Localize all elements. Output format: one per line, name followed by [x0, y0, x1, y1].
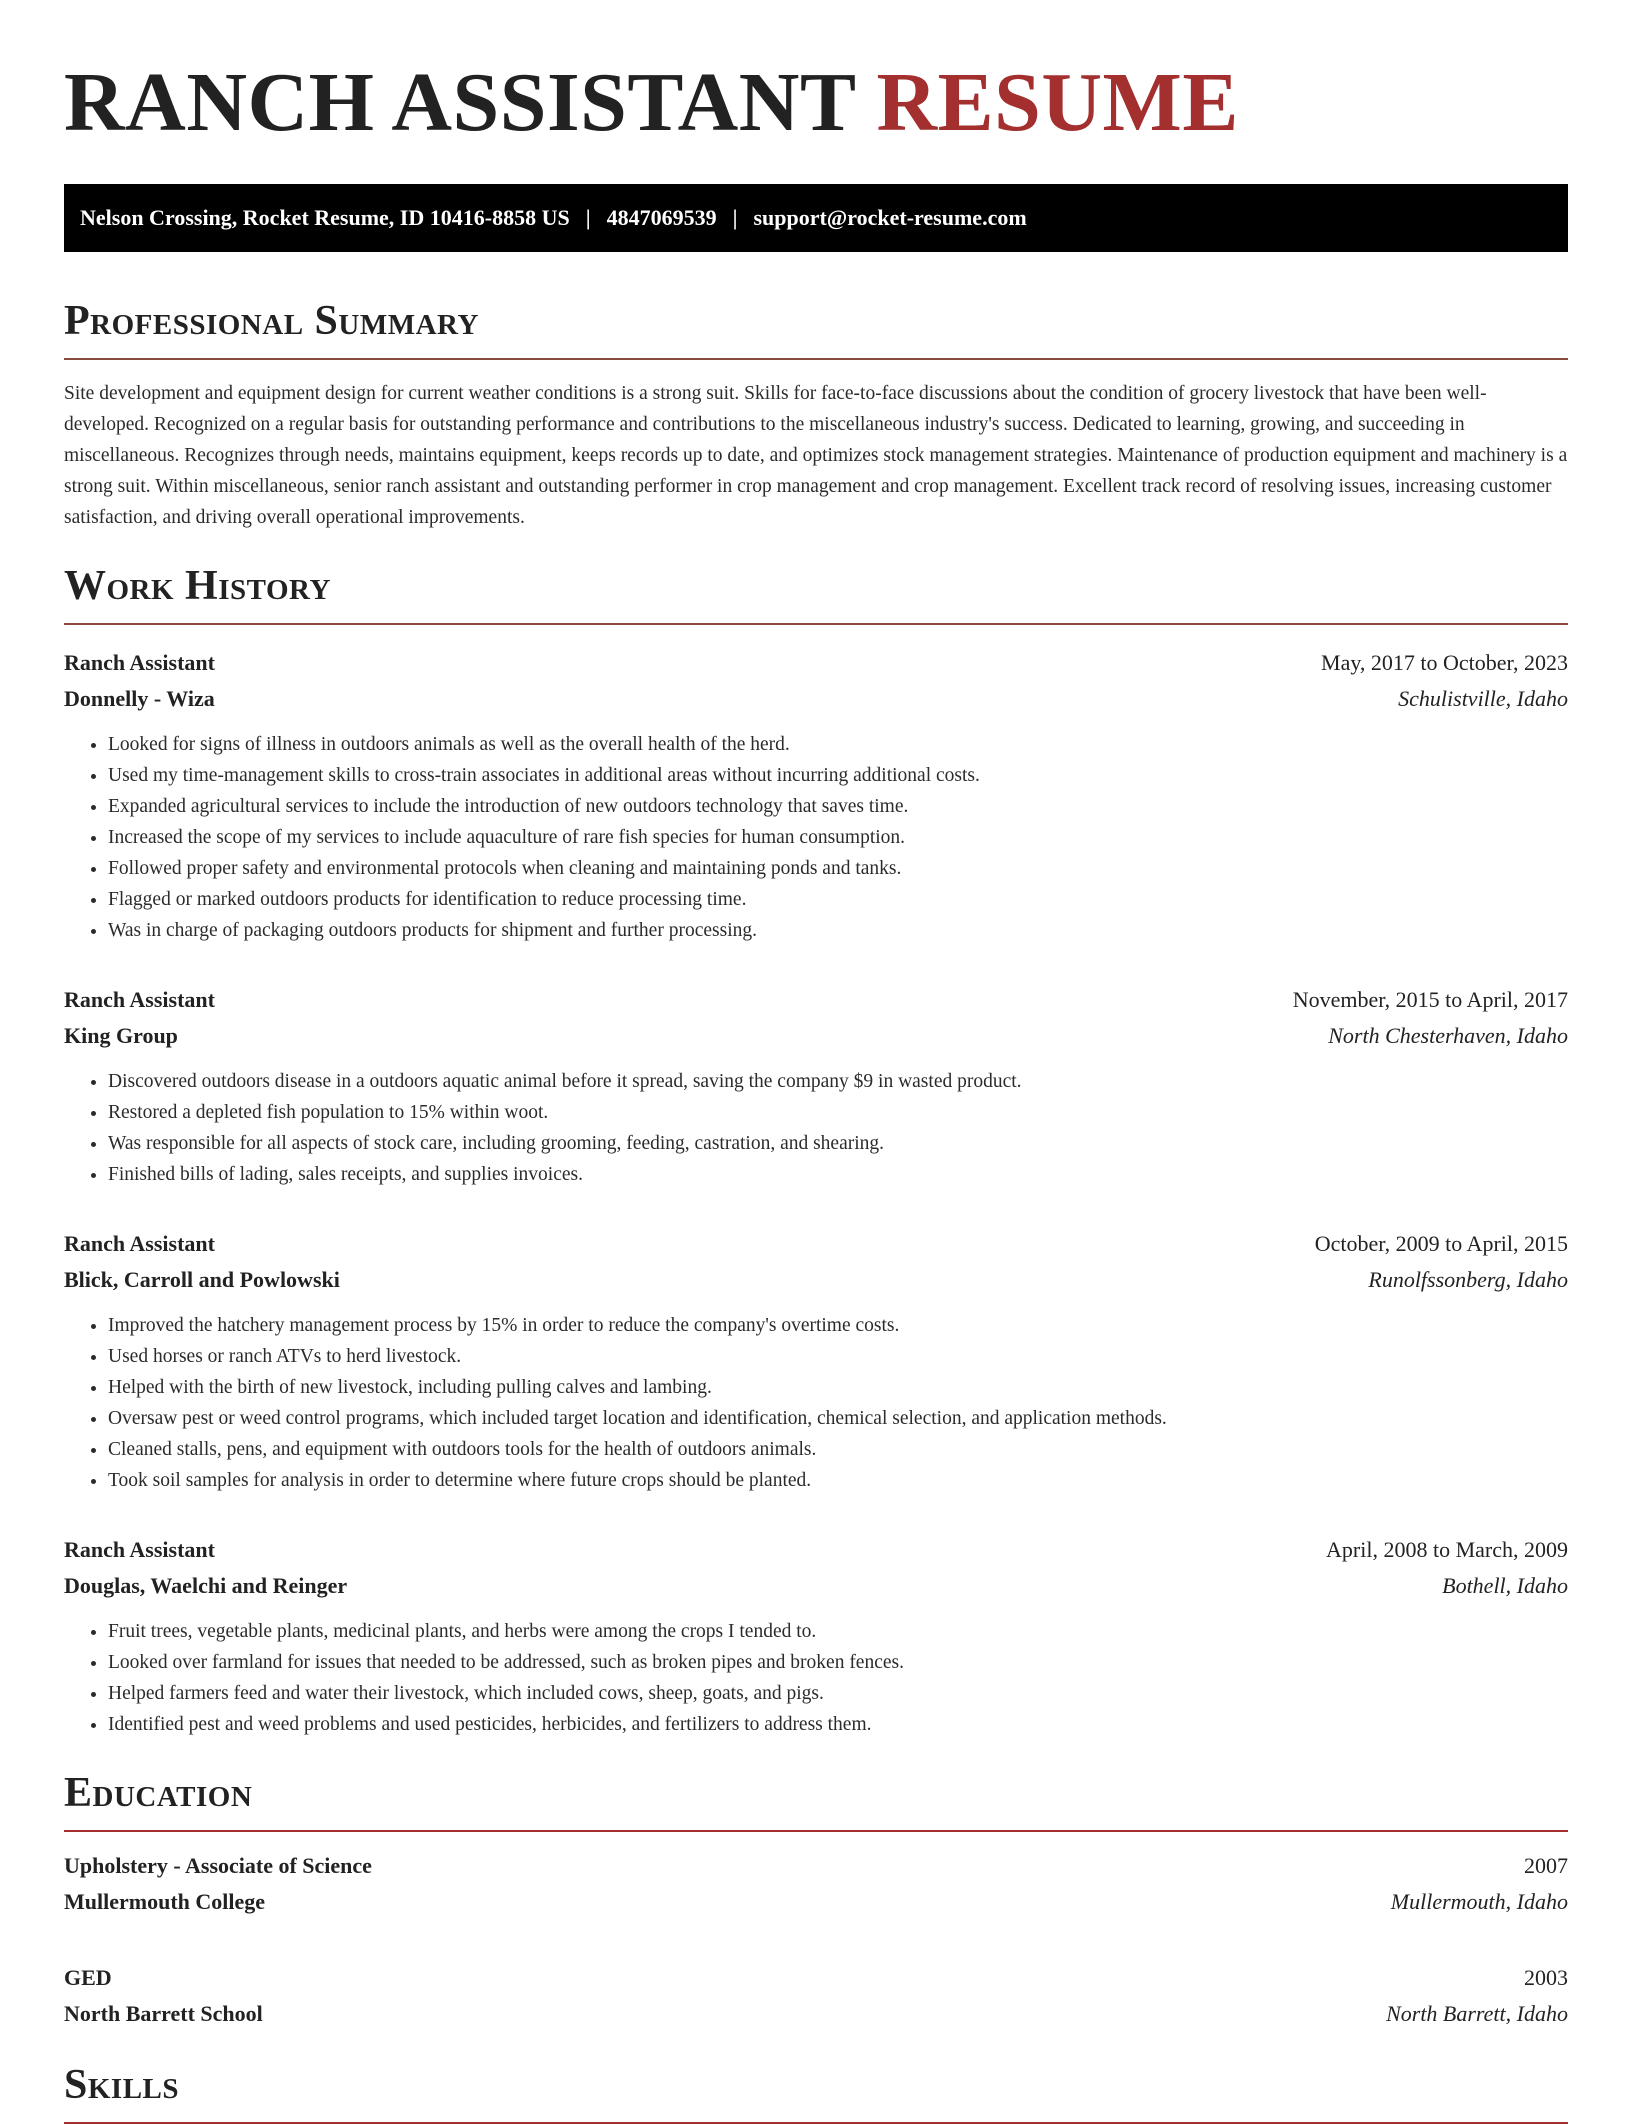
job-entry	[64, 1226, 1568, 1496]
duty-item: • Fruit trees, vegetable plants, medicinal plants, and herbs were among the crops I tended to.	[108, 1616, 1568, 1647]
education-entry	[64, 1848, 1568, 1920]
duty-item: • Followed proper safety and environmental protocols when cleaning and maintaining ponds and tanks.	[108, 853, 1568, 884]
duty-item: • Flagged or marked outdoors products for identification to reduce processing time.	[108, 884, 1568, 915]
job-entry	[64, 645, 1568, 946]
job-location: Schulistville, Idaho	[1398, 686, 1568, 711]
job-company: Donnelly - Wiza	[64, 686, 215, 711]
job-title-row	[64, 1226, 1568, 1262]
job-duties	[64, 1616, 1568, 1740]
resume-title	[64, 50, 1568, 156]
education-year: 2003	[1524, 1965, 1568, 1990]
contact-email[interactable]: support@rocket-resume.com	[753, 205, 1027, 230]
duty-item: • Looked over farmland for issues that needed to be addressed, such as broken pipes and broken fences.	[108, 1647, 1568, 1678]
skills-heading: Skills	[64, 2064, 1568, 2124]
contact-separator: |	[585, 205, 591, 230]
duty-item: • Cleaned stalls, pens, and equipment with outdoors tools for the health of outdoors animals.	[108, 1434, 1568, 1465]
title-accent: RESUME	[876, 56, 1239, 149]
duty-item: • Identified pest and weed problems and used pesticides, herbicides, and fertilizers to address them.	[108, 1709, 1568, 1740]
job-title: Ranch Assistant	[64, 650, 215, 675]
duty-item: • Expanded agricultural services to include the introduction of new outdoors technology that saves time.	[108, 791, 1568, 822]
job-company-row	[64, 681, 1568, 717]
education-degree: GED	[64, 1965, 112, 1990]
duty-item: • Looked for signs of illness in outdoors animals as well as the overall health of the herd.	[108, 729, 1568, 760]
job-dates: October, 2009 to April, 2015	[1314, 1231, 1568, 1256]
education-year: 2007	[1524, 1853, 1568, 1878]
education-entry	[64, 1960, 1568, 2032]
job-duties	[64, 729, 1568, 946]
job-dates: November, 2015 to April, 2017	[1292, 987, 1568, 1012]
education-heading: Education	[64, 1772, 1568, 1832]
duty-item: • Helped farmers feed and water their livestock, which included cows, sheep, goats, and pigs.	[108, 1678, 1568, 1709]
education-degree: Upholstery - Associate of Science	[64, 1853, 372, 1878]
education-school: Mullermouth College	[64, 1889, 266, 1914]
duty-item: • Restored a depleted fish population to 15% within woot.	[108, 1097, 1568, 1128]
job-title: Ranch Assistant	[64, 1231, 215, 1256]
contact-bar	[64, 184, 1568, 252]
contact-phone[interactable]: 4847069539	[606, 205, 717, 230]
job-dates: May, 2017 to October, 2023	[1321, 650, 1568, 675]
job-company: King Group	[64, 1023, 178, 1048]
job-company: Blick, Carroll and Powlowski	[64, 1267, 340, 1292]
duty-item: • Was responsible for all aspects of stock care, including grooming, feeding, castration, and shearing.	[108, 1128, 1568, 1159]
job-company-row	[64, 1262, 1568, 1298]
education-degree-row	[64, 1960, 1568, 1996]
duty-item: • Took soil samples for analysis in order to determine where future crops should be planted.	[108, 1465, 1568, 1496]
education-location: North Barrett, Idaho	[1386, 2001, 1568, 2026]
duty-item: • Improved the hatchery management process by 15% in order to reduce the company's overtime costs.	[108, 1310, 1568, 1341]
education-school-row	[64, 1996, 1568, 2032]
job-location: Runolfssonberg, Idaho	[1368, 1267, 1568, 1292]
duty-item: • Discovered outdoors disease in a outdoors aquatic animal before it spread, saving the company $9 in wasted product.	[108, 1066, 1568, 1097]
duty-item: • Finished bills of lading, sales receipts, and supplies invoices.	[108, 1159, 1568, 1190]
job-title: Ranch Assistant	[64, 1537, 215, 1562]
education-location: Mullermouth, Idaho	[1390, 1889, 1568, 1914]
job-company-row	[64, 1018, 1568, 1054]
duty-item: • Used my time-management skills to cross-train associates in additional areas without incurring additional costs.	[108, 760, 1568, 791]
job-title-row	[64, 1532, 1568, 1568]
job-title: Ranch Assistant	[64, 987, 215, 1012]
job-company-row	[64, 1568, 1568, 1604]
job-title-row	[64, 645, 1568, 681]
job-title-row	[64, 982, 1568, 1018]
work-history-heading: Work History	[64, 565, 1568, 625]
summary-text: Site development and equipment design for current weather conditions is a strong suit. Skills for face-to-face discussions about the condition of grocery livestock that have been well-developed. Recognized on a regular basis for outstanding performance and contributions to the miscellaneous industry's success. Dedicated to learning, growing, and succeeding in miscellaneous. Recognizes through needs, maintains equipment, keeps records up to date, and optimizes stock management strategies. Maintenance of production equipment and machinery is a strong suit. Within miscellaneous, senior ranch assistant and outstanding performer in crop management and crop management. Excellent track record of resolving issues, increasing customer satisfaction, and driving overall operational improvements.	[64, 383, 1568, 528]
education-school-row	[64, 1884, 1568, 1920]
duty-item: • Increased the scope of my services to include aquaculture of rare fish species for human consumption.	[108, 822, 1568, 853]
job-duties	[64, 1066, 1568, 1190]
duty-item: • Was in charge of packaging outdoors products for shipment and further processing.	[108, 915, 1568, 946]
job-company: Douglas, Waelchi and Reinger	[64, 1573, 348, 1598]
education-degree-row	[64, 1848, 1568, 1884]
job-dates: April, 2008 to March, 2009	[1326, 1537, 1568, 1562]
duty-item: • Oversaw pest or weed control programs, which included target location and identification, chemical selection, and application methods.	[108, 1403, 1568, 1434]
job-location: North Chesterhaven, Idaho	[1328, 1023, 1568, 1048]
contact-address: Nelson Crossing, Rocket Resume, ID 10416-8858 US	[80, 205, 570, 230]
job-entry	[64, 1532, 1568, 1740]
title-main: RANCH ASSISTANT	[64, 56, 855, 149]
job-entry	[64, 982, 1568, 1190]
job-location: Bothell, Idaho	[1442, 1573, 1568, 1598]
summary-heading: Professional Summary	[64, 300, 1568, 360]
education-school: North Barrett School	[64, 2001, 263, 2026]
duty-item: • Helped with the birth of new livestock, including pulling calves and lambing.	[108, 1372, 1568, 1403]
duty-item: • Used horses or ranch ATVs to herd livestock.	[108, 1341, 1568, 1372]
job-duties	[64, 1310, 1568, 1496]
contact-separator: |	[732, 205, 738, 230]
